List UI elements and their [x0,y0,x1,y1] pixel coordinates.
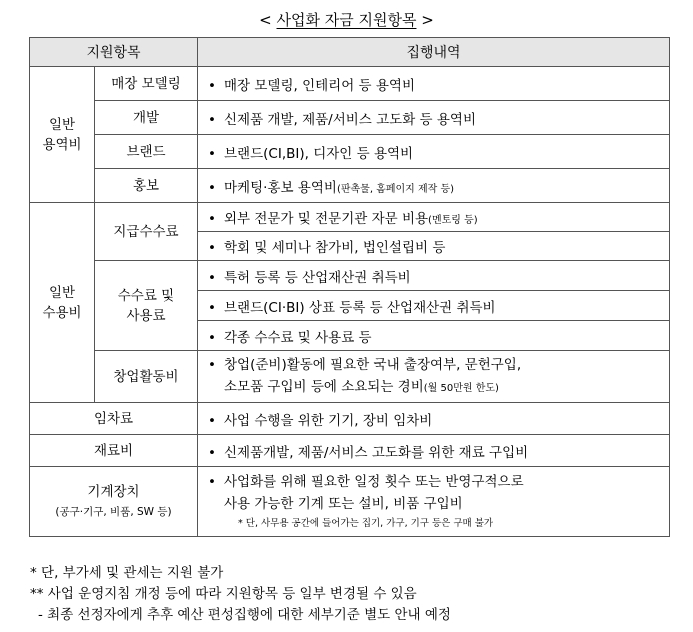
title-suffix: > [416,11,434,29]
item-text: 창업(준비)활동에 필요한 국내 출장여부, 문헌구입, [224,356,522,373]
item-line [208,354,669,376]
table-row [30,351,670,403]
item-note: * 단, 사무용 공간에 들어가는 집기, 가구, 기구 등은 구매 불가 [238,517,494,529]
subcategory-label-line: 사용료 [126,307,166,324]
bullet: • [208,145,216,162]
bullet: • [208,473,216,490]
item-development [198,101,670,135]
item-line [208,471,669,493]
category-label-line: 수용비 [42,304,82,321]
item-text: 마케팅·홍보 용역비 [224,179,337,196]
item-small-text: (멘토링 등) [428,215,478,226]
table-row [30,467,670,537]
item-text: 특허 등록 등 산업재산권 취득비 [224,269,411,286]
page-title [0,9,693,30]
table-row [30,135,670,169]
table-row [30,101,670,135]
item-text: 신제품개발, 제품/서비스 고도화를 위한 재료 구입비 [224,444,529,461]
subcategory-development: 개발 [95,101,198,135]
footnote-vat: * 단, 부가세 및 관세는 지원 불가 [30,565,224,581]
item-startup-activity [198,351,670,403]
subcategory-store-modeling: 매장 모델링 [95,67,198,101]
table-row [30,435,670,467]
table-row [30,67,670,101]
footnotes [30,563,451,626]
item-text: 매장 모델링, 인테리어 등 용역비 [224,77,416,94]
bullet: • [208,356,216,373]
table-row [30,261,670,291]
bullet: • [208,179,216,196]
item-store-modeling [198,67,670,101]
bullet: • [208,412,216,429]
table-header-row [30,38,670,67]
item-text: 사업 수행을 위한 기기, 장비 임차비 [224,412,433,429]
item-rent [198,403,670,435]
subcategory-fee-payment: 지급수수료 [95,203,198,261]
title-prefix: < [259,11,277,29]
item-material [198,435,670,467]
item-text: 신제품 개발, 제품/서비스 고도화 등 용역비 [224,111,477,128]
bullet: • [208,329,216,346]
bullet: • [208,444,216,461]
funding-items-table [29,37,670,537]
item-patent [198,261,670,291]
item-text: 학회 및 세미나 참가비, 법인설립비 등 [224,240,446,256]
item-line [208,376,669,400]
bullet: • [208,299,216,316]
category-rent: 임차료 [30,403,198,435]
item-machinery [198,467,670,537]
header-execution-details: 집행내역 [198,38,670,67]
item-external-advice [198,203,670,232]
table-row [30,403,670,435]
category-general-service [30,67,95,203]
item-text: 외부 전문가 및 전문기관 자문 비용 [224,211,429,227]
item-misc-fees [198,321,670,351]
bullet: • [208,111,216,128]
subcategory-brand: 브랜드 [95,135,198,169]
bullet: • [208,269,216,286]
category-label-small: (공구·기구, 비품, SW 등) [55,505,172,518]
item-brand [198,135,670,169]
table-row [30,169,670,203]
item-text: 브랜드(CI,BI), 디자인 등 용역비 [224,145,414,162]
category-material: 재료비 [30,435,198,467]
footnote-changes: ** 사업 운영지침 개정 등에 따라 지원항목 등 일부 변경될 수 있음 [30,586,417,602]
item-trademark [198,291,670,321]
bullet: • [208,77,216,94]
category-label-line: 일반 [48,116,76,133]
item-seminar-fee [198,232,670,261]
bullet: • [208,240,216,256]
category-general-fee [30,203,95,403]
bullet: • [208,211,216,227]
item-promotion [198,169,670,203]
item-text: 브랜드(CI·BI) 상표 등록 등 산업재산권 취득비 [224,299,496,316]
item-small-text: (월 50만원 한도) [423,382,499,394]
subcategory-label-line: 수수료 및 [117,287,175,304]
category-label-line: 기계장치 [87,483,140,500]
subcategory-startup-activity: 창업활동비 [95,351,198,403]
item-text: 사업화를 위해 필요한 일정 횟수 또는 반영구적으로 [224,473,524,490]
item-line: 사용 가능한 기계 또는 설비, 비품 구입비 [224,495,463,512]
item-small-text: (판촉물, 홈페이지 제작 등) [336,183,455,195]
category-label-line: 일반 [48,284,76,301]
category-machinery [30,467,198,537]
item-text: 소모품 구입비 등에 소요되는 경비 [224,378,424,395]
item-text: 각종 수수료 및 사용료 등 [224,329,372,346]
subcategory-promotion: 홍보 [95,169,198,203]
category-label-line: 용역비 [42,136,82,153]
header-support-item: 지원항목 [30,38,198,67]
table-row [30,203,670,232]
title-text: 사업화 자금 지원항목 [276,11,417,29]
footnote-guidance: - 최종 선정자에게 추후 예산 편성집행에 대한 세부기준 별도 안내 예정 [38,607,451,623]
subcategory-fee-usage [95,261,198,351]
